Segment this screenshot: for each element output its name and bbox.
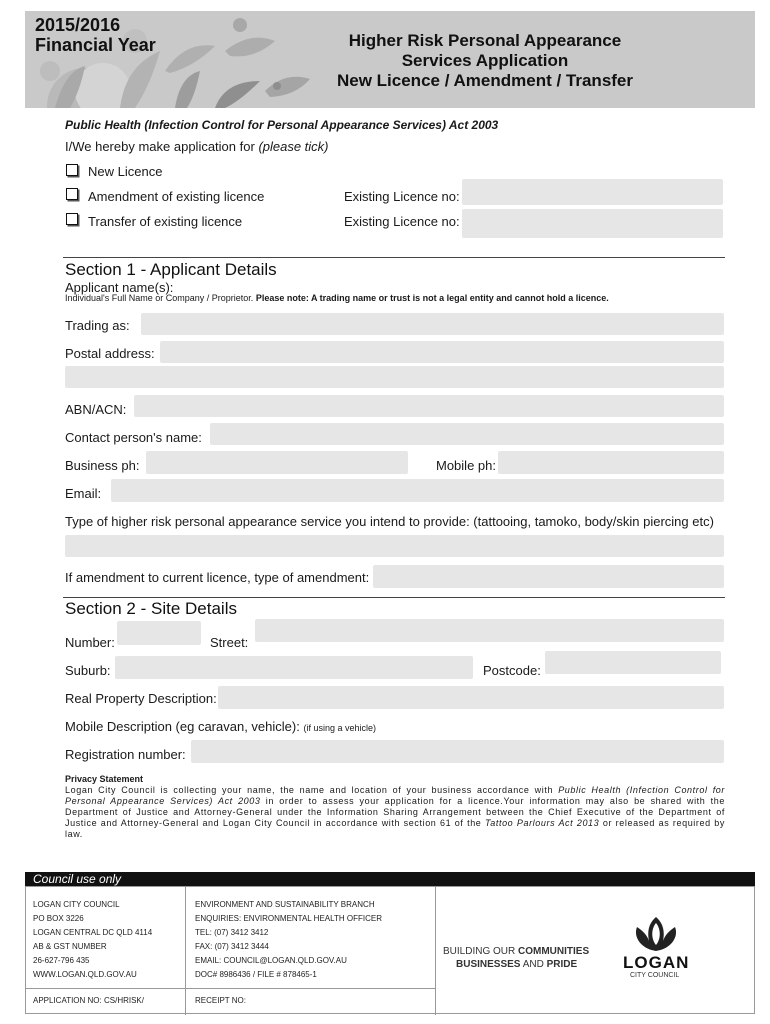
privacy-text-1: Logan City Council is collecting your name, the name and location of your business accordance with — [65, 785, 559, 795]
postal-address-line2-input[interactable] — [65, 366, 724, 388]
logo-subtitle: CITY COUNCIL — [630, 972, 680, 979]
street-input[interactable] — [255, 619, 724, 642]
contact-name-label: Contact person's name: — [65, 430, 202, 445]
council-divider-1 — [185, 887, 186, 1015]
postcode-label: Postcode: — [483, 663, 541, 678]
slogan-1b: COMMUNITIES — [518, 946, 590, 957]
amendment-existing-licence-label: Existing Licence no: — [344, 189, 460, 204]
suburb-label: Suburb: — [65, 663, 111, 678]
trading-as-label: Trading as: — [65, 318, 130, 333]
applicant-note — [65, 293, 735, 303]
new-licence-label: New Licence — [88, 164, 163, 179]
abn-acn-label: ABN/ACN: — [65, 402, 127, 417]
slogan-line-1 — [443, 946, 589, 957]
form-title — [285, 31, 685, 91]
transfer-existing-licence-input[interactable] — [462, 209, 723, 238]
privacy-text-3: or released as required by law. — [65, 818, 726, 839]
council-use-bar — [25, 872, 755, 886]
postal-address-label: Postal address: — [65, 346, 155, 361]
amendment-checkbox[interactable] — [66, 188, 78, 200]
abn-acn-input[interactable] — [134, 395, 724, 417]
registration-input[interactable] — [191, 740, 724, 763]
applicant-note-text: Individual's Full Name or Company / Proprietor. — [65, 293, 254, 303]
title-line-1: Higher Risk Personal Appearance — [348, 31, 622, 50]
real-property-label: Real Property Description: — [65, 691, 217, 706]
business-phone-input[interactable] — [146, 451, 408, 474]
street-label: Street: — [210, 635, 249, 650]
trading-as-input[interactable] — [141, 313, 724, 335]
section2-title: Section 2 - Site Details — [65, 599, 237, 618]
transfer-label: Transfer of existing licence — [88, 214, 243, 229]
receipt-number-label: RECEIPT NO: — [195, 996, 246, 1005]
doc-file-number: DOC# 8986436 / FILE # 878465-1 — [195, 970, 317, 979]
suburb-input[interactable] — [115, 656, 473, 679]
council-website: WWW.LOGAN.QLD.GOV.AU — [33, 970, 137, 979]
financial-year-label: Financial Year — [35, 35, 156, 55]
amendment-type-label: If amendment to current licence, type of amendment: — [65, 570, 370, 585]
application-number-label: APPLICATION NO: CS/HRISK/ — [33, 996, 144, 1005]
privacy-act-2: Tattoo Parlours Act 2013 — [485, 818, 600, 828]
section2-divider — [63, 597, 725, 598]
slogan-1a: BUILDING OUR — [443, 946, 519, 957]
please-tick-text: (please tick) — [258, 139, 329, 154]
logan-logo-icon — [629, 915, 683, 953]
mobile-description-label: Mobile Description (eg caravan, vehicle): — [65, 719, 300, 734]
slogan-line-2 — [456, 959, 577, 970]
council-tel: TEL: (07) 3412 3412 — [195, 928, 269, 937]
business-phone-label: Business ph: — [65, 458, 140, 473]
privacy-text-2: in order to assess your application for a licence.Your information may also be shared with the Department of Justice and Attorney-General under the Information Sharing Arrangement between the Chief Executive of the Department of Justice and Attorney-General and Logan City Council in accordance with section 61 of the — [65, 796, 725, 828]
new-licence-checkbox[interactable] — [66, 164, 78, 176]
amendment-existing-licence-input[interactable] — [462, 179, 723, 205]
site-number-input[interactable] — [117, 621, 201, 645]
email-input[interactable] — [111, 479, 724, 502]
slogan-2c: PRIDE — [546, 959, 578, 970]
transfer-checkbox[interactable] — [66, 213, 78, 225]
email-label: Email: — [65, 486, 102, 501]
council-address: LOGAN CENTRAL DC QLD 4114 — [33, 928, 153, 937]
amendment-type-input[interactable] — [373, 565, 724, 588]
mobile-description-line — [65, 719, 376, 734]
mobile-phone-label: Mobile ph: — [436, 458, 496, 473]
postal-address-input[interactable] — [160, 341, 724, 363]
logo-name: LOGAN — [623, 953, 690, 972]
branch-name: ENVIRONMENT AND SUSTAINABILITY BRANCH — [195, 900, 375, 909]
site-number-label: Number: — [65, 635, 115, 650]
application-line — [65, 139, 329, 154]
council-use-box — [25, 886, 755, 1014]
privacy-act-1: Public Health (Infection Control for Personal Appearance Services) Act 2003 — [65, 785, 725, 806]
council-email: EMAIL: COUNCIL@LOGAN.QLD.GOV.AU — [195, 956, 347, 965]
enquiries: ENQUIRIES: ENVIRONMENTAL HEALTH OFFICER — [195, 914, 382, 923]
service-type-label: Type of higher risk personal appearance service you intend to provide: (tattooing, tamoko, body/skin piercing etc) — [65, 514, 714, 529]
postcode-input[interactable] — [545, 651, 721, 674]
year-text: 2015/2016 — [35, 15, 121, 35]
financial-year — [35, 15, 156, 55]
applicant-note-warning: Please note: A trading name or trust is not a legal entity and cannot hold a licence. — [255, 293, 609, 303]
title-line-3: New Licence / Amendment / Transfer — [336, 71, 633, 90]
header-banner — [25, 11, 755, 108]
real-property-input[interactable] — [218, 686, 724, 709]
application-text: I/We hereby make application for — [65, 139, 255, 154]
privacy-statement — [65, 785, 725, 840]
title-line-2: Services Application — [401, 51, 569, 70]
section1-title: Section 1 - Applicant Details — [65, 260, 277, 279]
council-divider-h — [26, 988, 435, 989]
council-fax: FAX: (07) 3412 3444 — [195, 942, 269, 951]
act-title: Public Health (Infection Control for Personal Appearance Services) Act 2003 — [65, 118, 499, 132]
applicant-names-label: Applicant name(s): — [65, 280, 174, 295]
privacy-title: Privacy Statement — [65, 774, 144, 784]
section1-divider — [63, 257, 725, 258]
council-name: LOGAN CITY COUNCIL — [33, 900, 120, 909]
council-abn-label: AB & GST NUMBER — [33, 942, 107, 951]
slogan-2a: BUSINESSES — [456, 959, 521, 970]
council-po-box: PO BOX 3226 — [33, 914, 84, 923]
contact-name-input[interactable] — [210, 423, 724, 445]
if-vehicle-note: (if using a vehicle) — [303, 723, 376, 733]
transfer-existing-licence-label: Existing Licence no: — [344, 214, 460, 229]
service-type-input[interactable] — [65, 535, 724, 557]
council-divider-2 — [435, 887, 436, 1015]
registration-label: Registration number: — [65, 747, 186, 762]
mobile-phone-input[interactable] — [498, 451, 724, 474]
slogan-2b: AND — [520, 959, 547, 970]
council-abn: 26-627-796 435 — [33, 956, 90, 965]
amendment-label: Amendment of existing licence — [88, 189, 265, 204]
council-use-label: Council use only — [33, 872, 122, 886]
